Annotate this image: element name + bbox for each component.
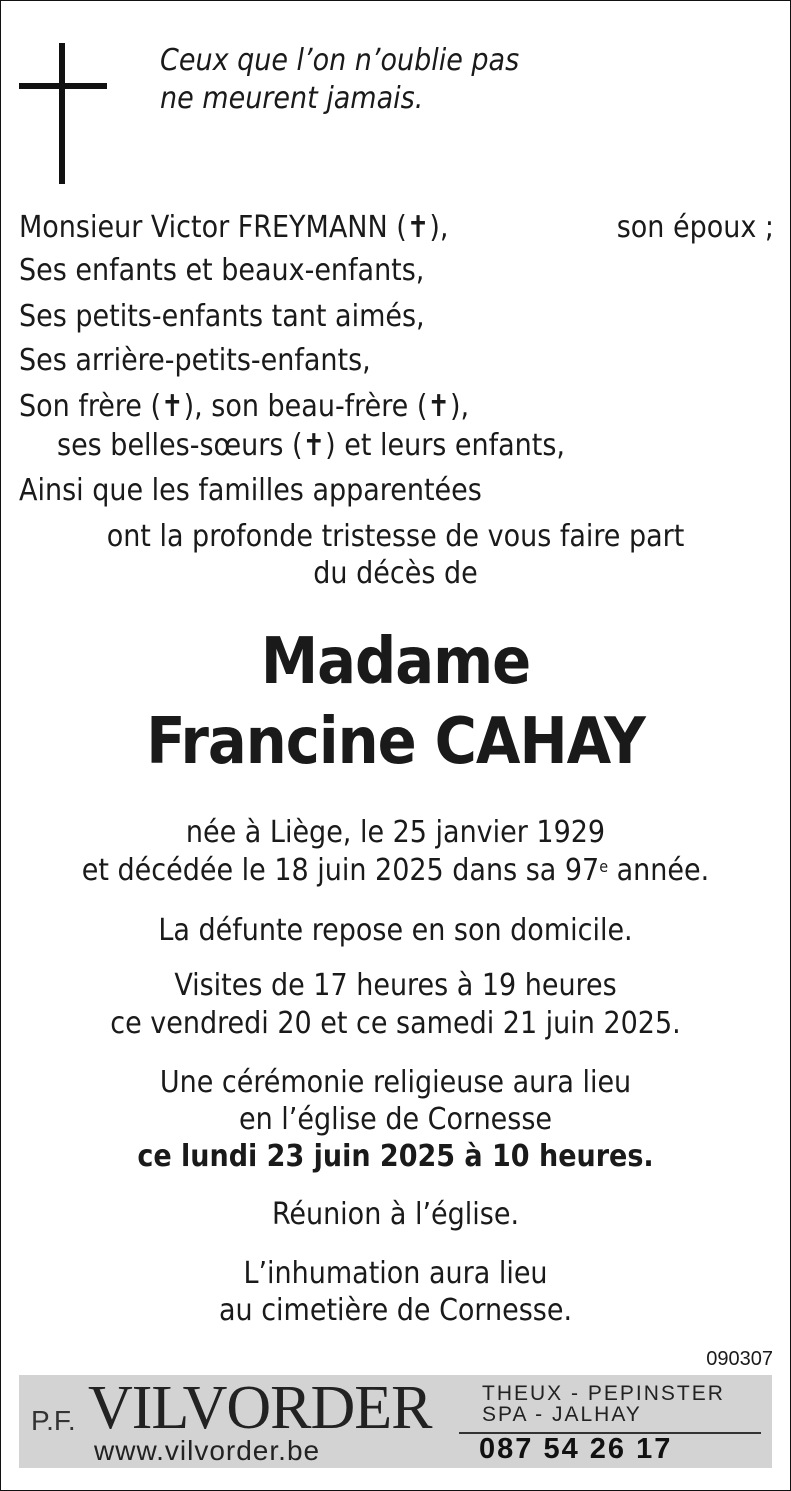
announcement-line-2: du décès de (313, 556, 478, 591)
epitaph-quote (160, 42, 519, 118)
funeral-home-locations-1: THEUX - PEPINSTER (482, 1382, 725, 1405)
funeral-home-locations-2: SPA - JALHAY (482, 1403, 642, 1426)
death-line-end: année. (608, 853, 710, 888)
family-line-spouse-relation: son époux ; (616, 210, 774, 245)
quote-line-1: Ceux que l’on n’oublie pas (160, 43, 520, 78)
funeral-home-website: www.vilvorder.be (94, 1435, 321, 1466)
family-line-grandchildren: Ses petits-enfants tant aimés, (19, 299, 425, 334)
funeral-home-phone: 087 54 26 17 (479, 1433, 673, 1465)
quote-line-2: ne meurent jamais. (160, 81, 424, 116)
deceased-name: Francine CAHAY (146, 705, 645, 779)
family-line-spouse: Monsieur Victor FREYMANN (✝), (19, 210, 449, 245)
death-line-text: et décédée le 18 juin 2025 dans sa 97 (81, 853, 600, 888)
ceremony-line-2: en l’église de Cornesse (238, 1102, 553, 1137)
announcement-line-1: ont la profonde tristesse de vous faire part (106, 519, 685, 554)
family-line-great-grandchildren: Ses arrière-petits-enfants, (19, 343, 371, 378)
family-line-children: Ses enfants et beaux-enfants, (19, 253, 425, 288)
ordinal-suffix: e (599, 857, 609, 876)
meeting-line: Réunion à l’église. (271, 1197, 520, 1232)
family-line-relatives: Ainsi que les familles apparentées (19, 473, 482, 508)
family-line-sisters-in-law: ses belles-sœurs (✝) et leurs enfants, (57, 428, 565, 463)
funeral-home-banner (19, 1375, 772, 1468)
deceased-title: Madame (260, 625, 531, 699)
death-line (0, 852, 791, 889)
family-line-siblings: Son frère (✝), son beau-frère (✝), (19, 389, 470, 424)
visits-line-1: Visites de 17 heures à 19 heures (174, 968, 617, 1003)
ceremony-date: ce lundi 23 juin 2025 à 10 heures. (137, 1139, 654, 1174)
birth-line: née à Liège, le 25 janvier 1929 (185, 815, 606, 850)
reference-number: 090307 (706, 1348, 773, 1370)
funeral-home-name: VILVORDER (88, 1374, 432, 1442)
burial-line-2: au cimetière de Cornesse. (218, 1293, 573, 1328)
repose-line: La défunte repose en son domicile. (158, 913, 633, 948)
visits-line-2: ce vendredi 20 et ce samedi 21 juin 2025. (110, 1006, 681, 1041)
funeral-home-prefix: P.F. (31, 1405, 76, 1436)
ceremony-line-1: Une cérémonie religieuse aura lieu (159, 1065, 632, 1100)
burial-line-1: L’inhumation aura lieu (243, 1256, 548, 1291)
